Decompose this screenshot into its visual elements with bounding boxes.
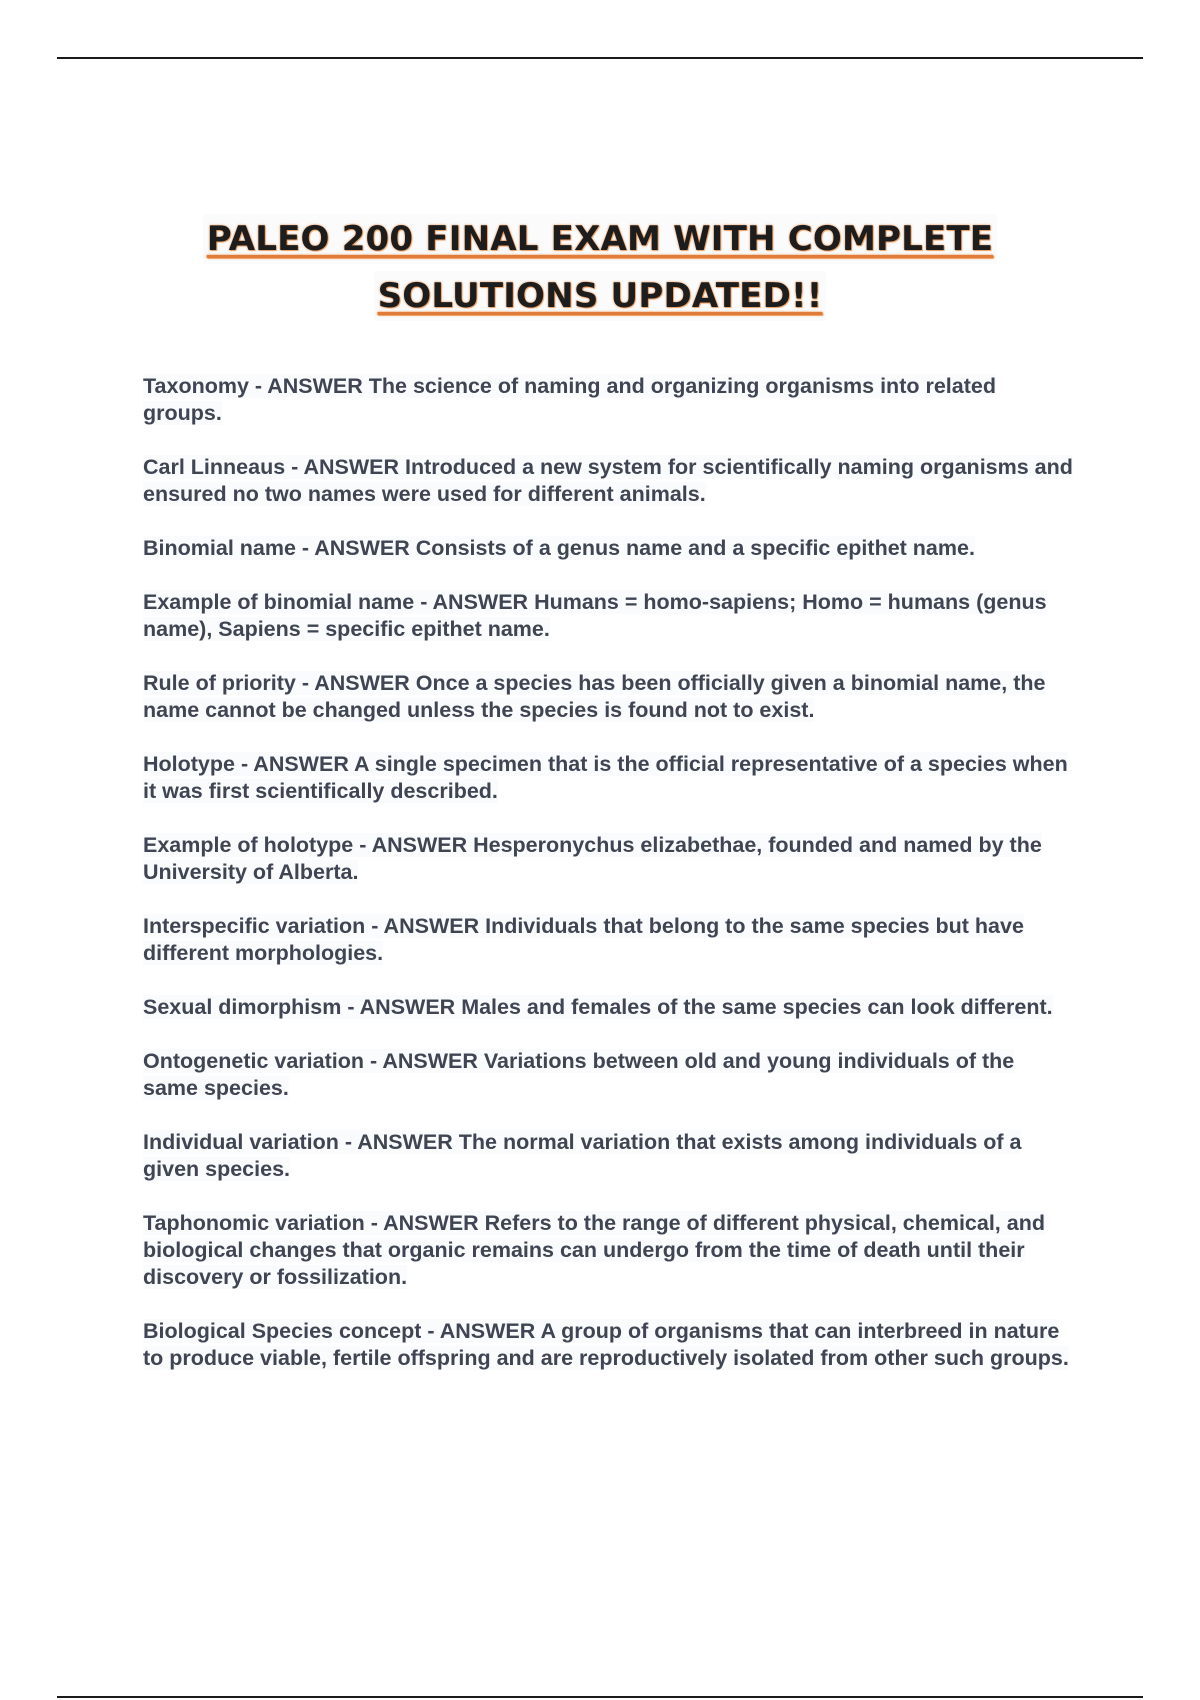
qa-entry <box>143 1210 1073 1291</box>
entry-separator: - ANSWER <box>364 1049 484 1073</box>
entry-term: Biological Species concept <box>143 1319 422 1343</box>
entry-separator: - ANSWER <box>421 1319 541 1343</box>
entry-term: Example of binomial name <box>143 590 415 614</box>
entry-definition: Refers to the range of different physical, chemical, and biological changes that organic remains can undergo from the time of death until their discovery or fossilization. <box>143 1211 1045 1289</box>
bottom-rule <box>57 1696 1143 1698</box>
entry-term: Individual variation <box>143 1130 339 1154</box>
entry-definition: Humans = homo-sapiens; Homo = humans (genus name), Sapiens = specific epithet name. <box>143 590 1047 641</box>
qa-list <box>143 373 1073 1399</box>
top-rule <box>57 57 1143 59</box>
entry-definition: Hesperonychus elizabethae, founded and named by the University of Alberta. <box>143 833 1042 884</box>
qa-entry <box>143 535 1073 562</box>
entry-term: Rule of priority <box>143 671 296 695</box>
entry-separator: - ANSWER <box>234 752 355 776</box>
entry-term: Interspecific variation <box>143 914 366 938</box>
qa-entry <box>143 832 1073 886</box>
title-line-1: PALEO 200 FINAL EXAM WITH COMPLETE <box>203 214 997 264</box>
entry-definition: The normal variation that exists among individuals of a given species. <box>143 1130 1022 1181</box>
entry-definition: Variations between old and young individuals of the same species. <box>143 1049 1015 1100</box>
qa-entry <box>143 1048 1073 1102</box>
entry-separator: - ANSWER <box>285 455 406 479</box>
entry-definition: A single specimen that is the official representative of a species when it was first scientifically described. <box>143 752 1068 803</box>
document-title <box>0 214 1200 328</box>
entry-term: Ontogenetic variation <box>143 1049 365 1073</box>
entry-separator: - ANSWER <box>414 590 535 614</box>
entry-definition: Introduced a new system for scientifically naming organisms and ensured no two names were used for different animals. <box>143 455 1073 506</box>
entry-term: Taphonomic variation <box>143 1211 365 1235</box>
entry-definition: Males and females of the same species can look different. <box>461 995 1053 1019</box>
entry-definition: A group of organisms that can interbreed in nature to produce viable, fertile offspring and are reproductively isolated from other such groups. <box>143 1319 1069 1370</box>
entry-separator: - ANSWER <box>295 536 416 560</box>
entry-term: Binomial name <box>143 536 296 560</box>
entry-definition: Individuals that belong to the same species but have different morphologies. <box>143 914 1024 965</box>
entry-term: Carl Linneaus <box>143 455 286 479</box>
entry-term: Sexual dimorphism <box>143 995 342 1019</box>
entry-separator: - ANSWER <box>338 1130 459 1154</box>
entry-separator: - ANSWER <box>365 914 486 938</box>
entry-term: Holotype <box>143 752 235 776</box>
qa-entry <box>143 913 1073 967</box>
qa-entry <box>143 1318 1073 1372</box>
entry-definition: The science of naming and organizing organisms into related groups. <box>143 374 996 425</box>
qa-entry <box>143 751 1073 805</box>
entry-separator: - ANSWER <box>364 1211 485 1235</box>
entry-term: Taxonomy <box>143 374 249 398</box>
entry-separator: - ANSWER <box>248 374 369 398</box>
qa-entry <box>143 373 1073 427</box>
title-line-2: SOLUTIONS UPDATED!! <box>374 271 827 321</box>
entry-separator: - ANSWER <box>353 833 474 857</box>
entry-separator: - ANSWER <box>341 995 462 1019</box>
qa-entry <box>143 589 1073 643</box>
qa-entry <box>143 1129 1073 1183</box>
qa-entry <box>143 670 1073 724</box>
qa-entry <box>143 454 1073 508</box>
entry-term: Example of holotype <box>143 833 354 857</box>
entry-definition: Consists of a genus name and a specific epithet name. <box>415 536 975 560</box>
qa-entry <box>143 994 1073 1021</box>
entry-definition: Once a species has been officially given a binomial name, the name cannot be changed unless the species is found not to exist. <box>143 671 1046 722</box>
entry-separator: - ANSWER <box>295 671 416 695</box>
